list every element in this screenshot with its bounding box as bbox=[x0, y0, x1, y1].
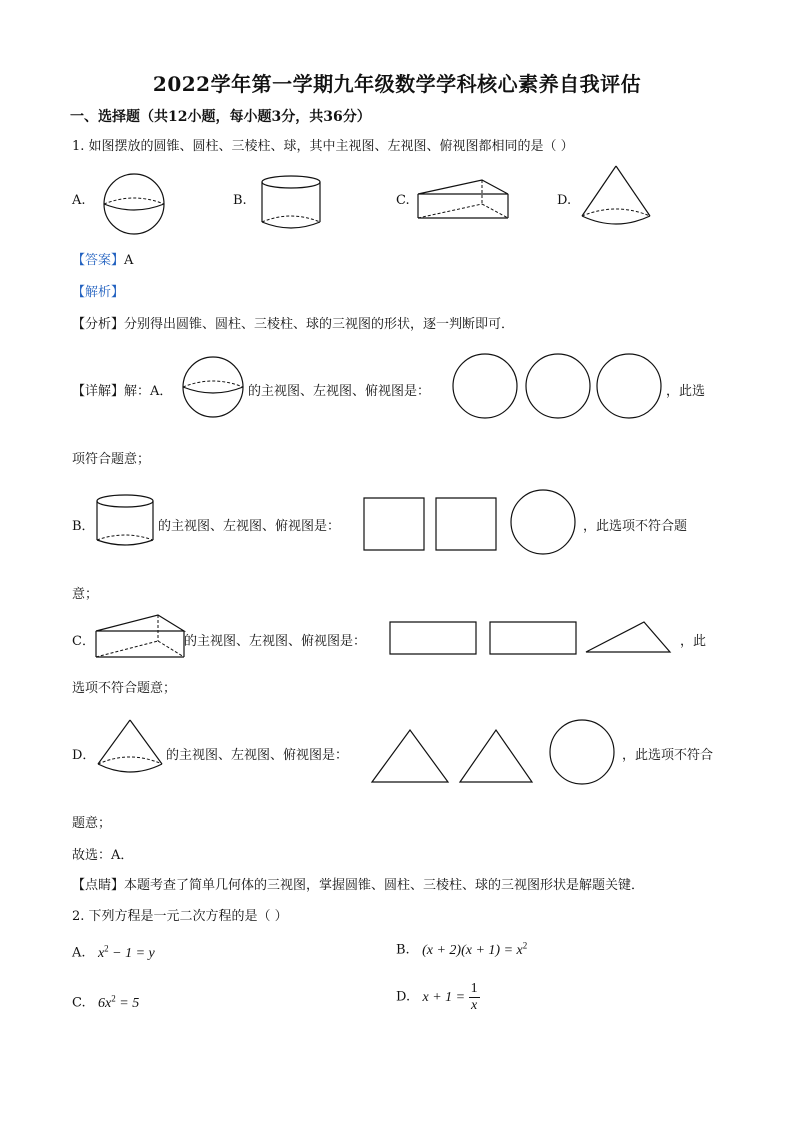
detail-d-cont: 题意； bbox=[72, 816, 112, 831]
detail-c-views-text: 的主视图、左视图、俯视图是： bbox=[184, 634, 367, 649]
dianjing-tag: 【点睛】 bbox=[72, 878, 125, 893]
fraction: $\frac{1}{x}$ bbox=[470, 981, 478, 1013]
detail-b-suffix: ，此选项不符合题 bbox=[583, 519, 688, 534]
detail-c-suffix: ，此 bbox=[680, 634, 707, 649]
detail-tag: 【详解】 bbox=[72, 384, 125, 399]
q2-option-d-label: D. bbox=[396, 989, 411, 1005]
q1-option-c-label: C. bbox=[396, 193, 410, 208]
q2-stem: 2. 下列方程是一元二次方程的是（ ） bbox=[72, 909, 288, 924]
q2-option-a-label: A. bbox=[72, 945, 86, 961]
detail-a-view-circles bbox=[452, 352, 664, 420]
detail-c-label: C． bbox=[72, 634, 95, 649]
detail-b-label: B． bbox=[72, 519, 95, 534]
q2-option-b bbox=[396, 940, 527, 959]
detail-a-sphere bbox=[180, 356, 248, 418]
cylinder-figure bbox=[260, 174, 324, 234]
q2-option-b-label: B. bbox=[396, 942, 410, 958]
q2-option-d-math: x + 1 = $\frac{1}{x}$ bbox=[422, 981, 478, 1013]
fenxi-line bbox=[72, 313, 514, 332]
answer-tag: 【答案】 bbox=[72, 253, 125, 268]
q2-option-c bbox=[72, 993, 139, 1012]
detail-a-cont: 项符合题意； bbox=[72, 452, 151, 467]
section-heading: 一、选择题（共12小题，每小题3分，共36分） bbox=[70, 109, 371, 125]
detail-d-label: D． bbox=[72, 748, 96, 763]
page-title: 2022学年第一学期九年级数学学科核心素养自我评估 bbox=[152, 72, 642, 96]
detail-b-cont: 意； bbox=[72, 587, 99, 602]
fenxi-text: 分别得出圆锥、圆柱、三棱柱、球的三视图的形状，逐一判断即可． bbox=[124, 317, 515, 332]
dianjing-line bbox=[72, 874, 644, 893]
detail-b-views bbox=[362, 488, 582, 556]
detail-d-cone bbox=[94, 718, 166, 780]
detail-c-cont: 选项不符合题意； bbox=[72, 681, 177, 696]
q1-option-d-label: D. bbox=[557, 193, 572, 208]
q2-option-c-math: $6x^2 = 5$ bbox=[98, 993, 140, 1011]
detail-d-views bbox=[370, 718, 618, 786]
q2-option-a bbox=[72, 943, 155, 962]
q2-option-b-math: $(x + 2)(x + 1) = x^2$ bbox=[422, 940, 528, 958]
detail-d-views-text: 的主视图、左视图、俯视图是： bbox=[166, 748, 349, 763]
detail-a-suffix: ，此选 bbox=[666, 384, 706, 399]
sphere-figure bbox=[100, 172, 170, 236]
detail-b-cylinder bbox=[95, 494, 157, 550]
analysis-tag: 【解析】 bbox=[72, 285, 125, 300]
detail-a-views-text: 的主视图、左视图、俯视图是： bbox=[248, 384, 431, 399]
answer-line bbox=[72, 249, 133, 268]
fenxi-tag: 【分析】 bbox=[72, 317, 125, 332]
conclusion: 故选：A． bbox=[72, 848, 134, 863]
detail-c-prism bbox=[92, 613, 188, 659]
cone-figure bbox=[578, 164, 654, 234]
answer-value: A bbox=[124, 253, 134, 268]
q1-option-b-label: B. bbox=[233, 193, 247, 208]
q1-option-a-label: A. bbox=[72, 193, 86, 208]
detail-prefix: 解：A． bbox=[124, 384, 173, 399]
detail-b-views-text: 的主视图、左视图、俯视图是： bbox=[158, 519, 341, 534]
dianjing-text: 本题考查了简单几何体的三视图，掌握圆锥、圆柱、三棱柱、球的三视图形状是解题关键． bbox=[124, 878, 645, 893]
q2-option-c-label: C. bbox=[72, 995, 86, 1011]
detail-a-prefix bbox=[72, 380, 172, 399]
q1-stem: 1. 如图摆放的圆锥、圆柱、三棱柱、球，其中主视图、左视图、俯视图都相同的是（ ） bbox=[72, 139, 574, 154]
detail-c-views bbox=[388, 618, 674, 658]
q2-option-d bbox=[396, 982, 480, 1013]
detail-d-suffix: ，此选项不符合 bbox=[622, 748, 714, 763]
triangular-prism-figure bbox=[414, 178, 514, 222]
q2-option-a-math: $x^2 - 1 = y$ bbox=[97, 943, 155, 961]
